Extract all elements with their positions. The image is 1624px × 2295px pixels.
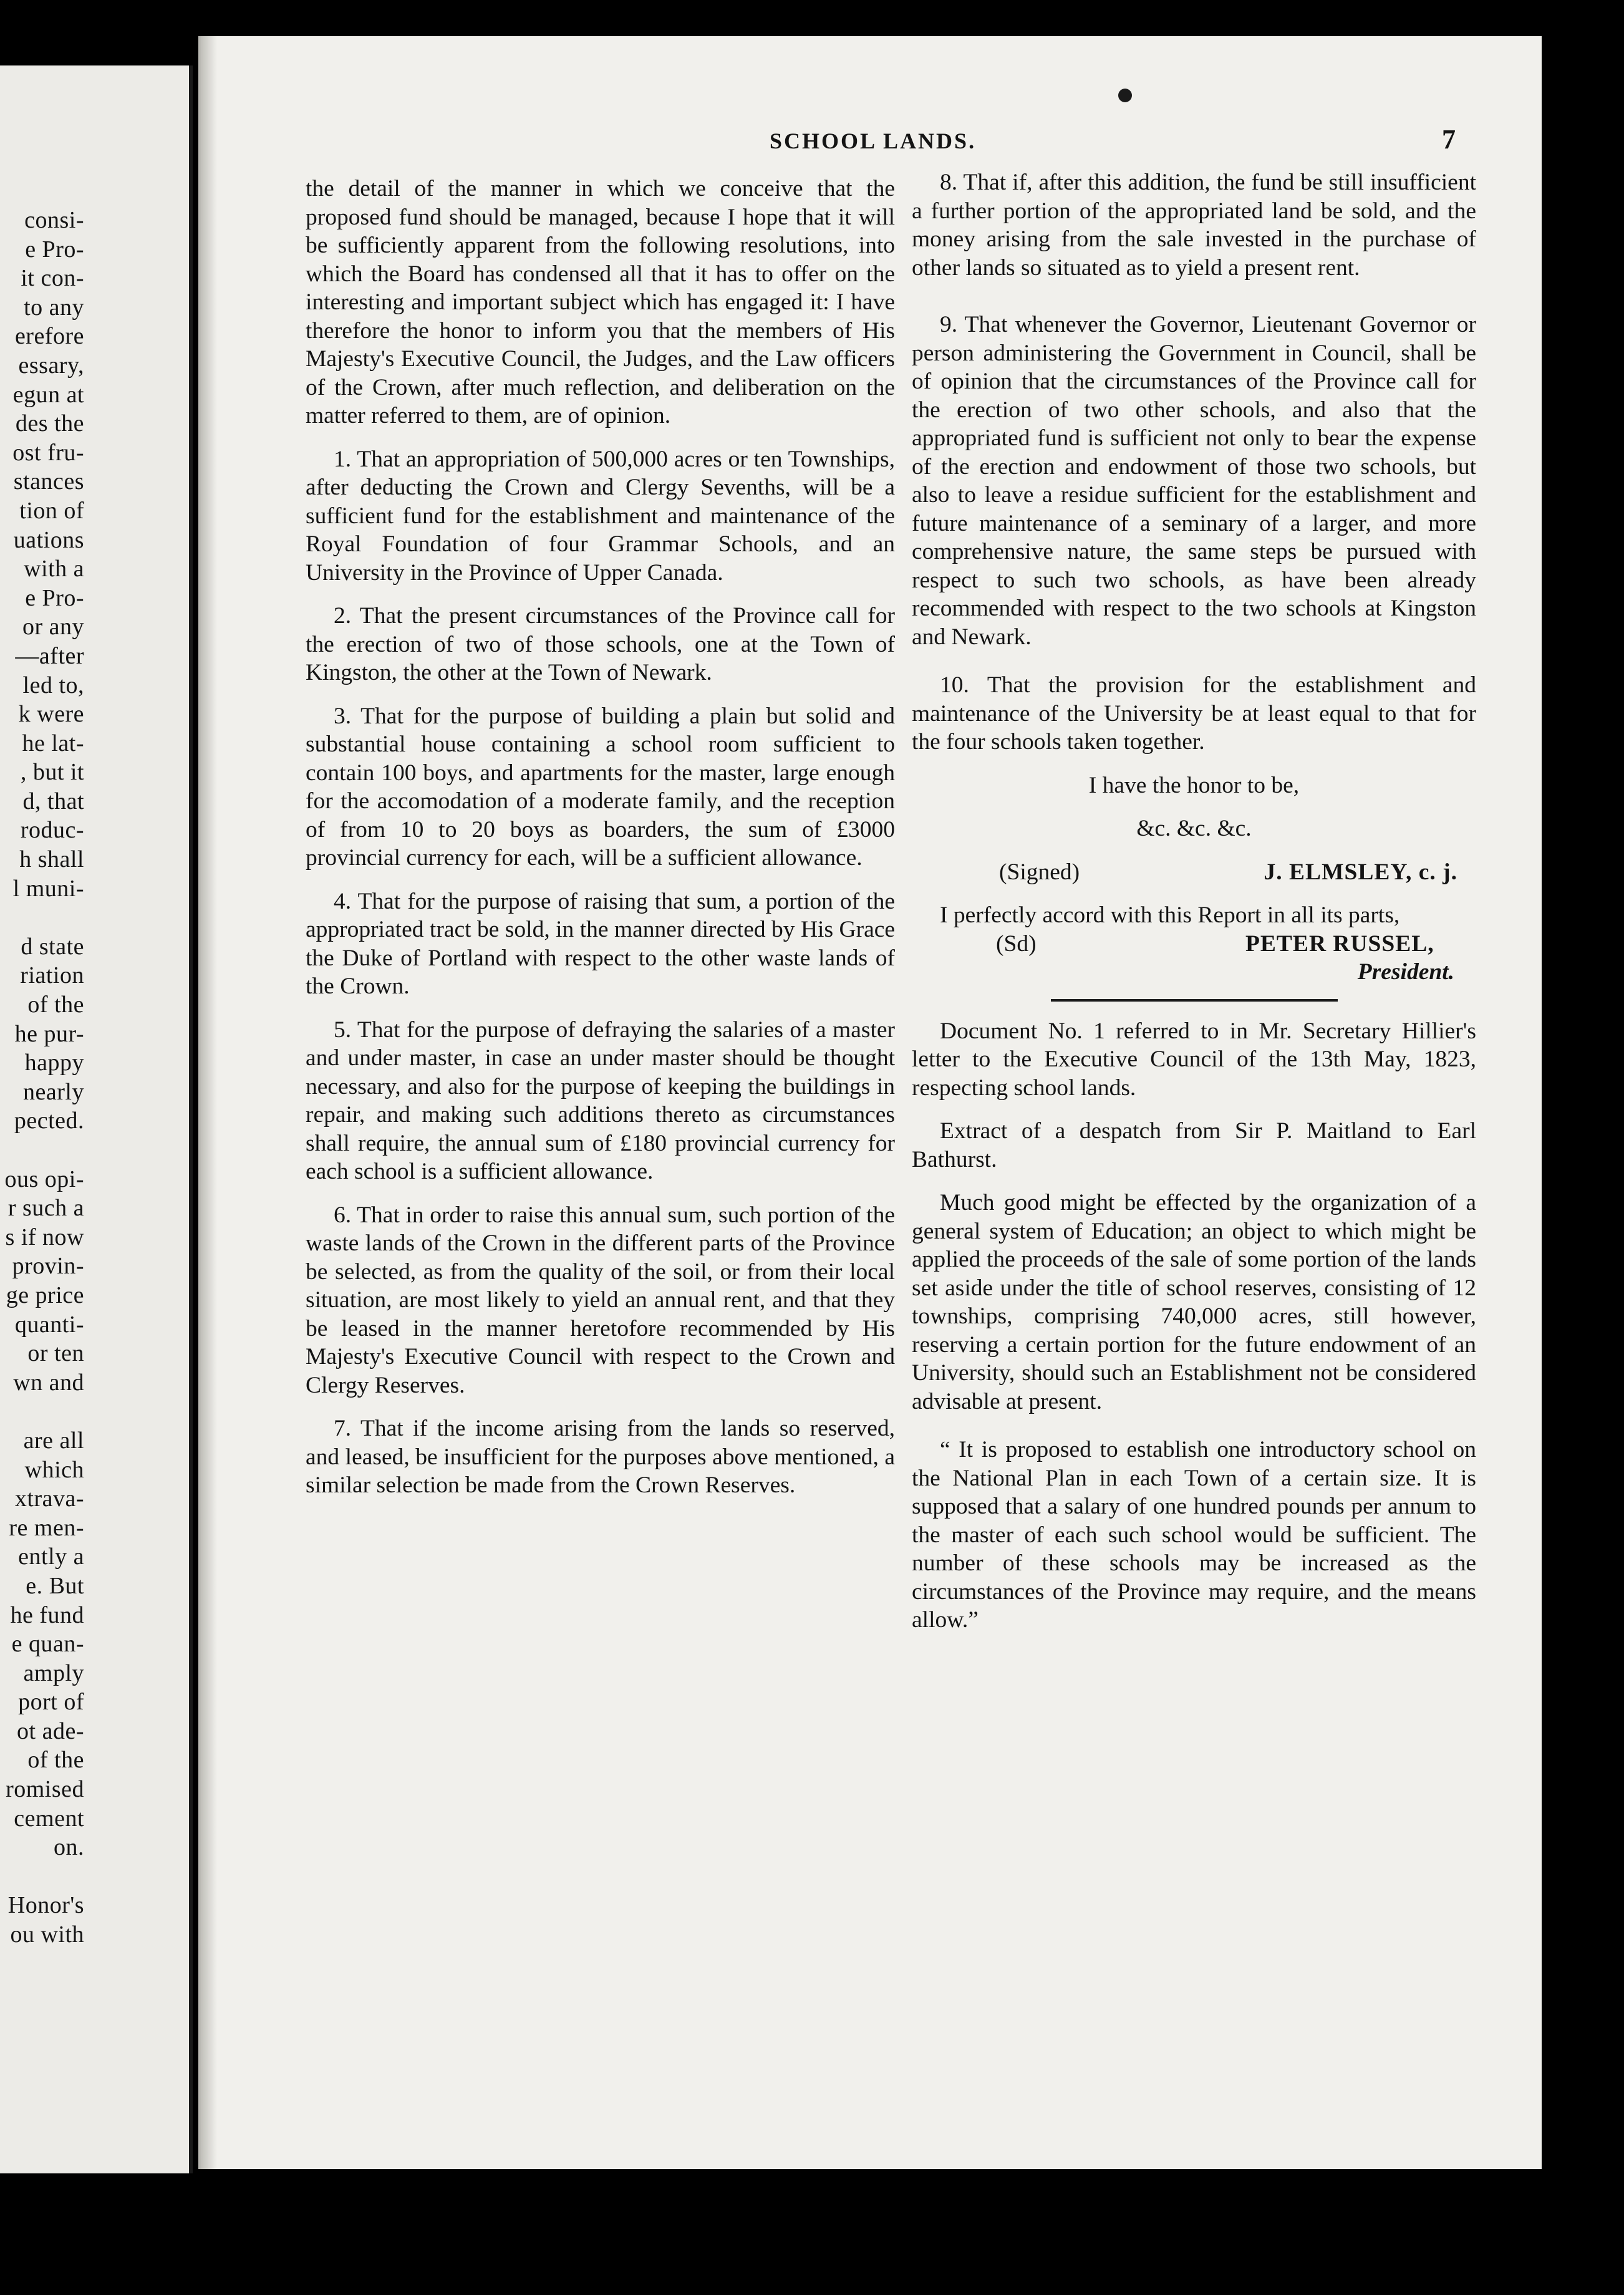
facing-page-fragment-line: egun at bbox=[12, 381, 84, 408]
resolution-9: 9. That whenever the Governor, Lieutenant Governor or person administering the Government in Council, shall be of opinion that the circumstances of the Province call for the erection of two other schools, and also that the appropriated fund is sufficient not only to bear the expense of the erection and endowment of those two schools, but also to leave a residue sufficient for the establishment and future maintenance of a seminary of a larger, and more comprehensive nature, the same steps be pursued with respect to such two schools, as have been already recommended with respect to the two schools at Kingston and Newark. bbox=[912, 312, 1476, 650]
facing-page-fragment-line: r such a bbox=[7, 1195, 84, 1222]
closing-line: I have the honor to be, bbox=[1088, 772, 1300, 798]
facing-page-fragment-line: riation bbox=[20, 962, 84, 989]
facing-page-fragment-line: ost fru- bbox=[12, 439, 84, 466]
facing-page-fragment-line: amply bbox=[23, 1660, 84, 1686]
facing-page-fragment-line: with a bbox=[24, 556, 84, 582]
facing-page-text bbox=[0, 206, 189, 1950]
facing-page-fragment bbox=[0, 65, 193, 2173]
facing-page-fragment-line: Honor's bbox=[7, 1892, 84, 1919]
facing-page-fragment-line: d, that bbox=[22, 788, 84, 814]
facing-page-fragment-line: or ten bbox=[27, 1340, 84, 1367]
facing-page-fragment-line: stances bbox=[13, 468, 84, 495]
signed-label: (Signed) bbox=[999, 859, 1080, 885]
page-number: 7 bbox=[1442, 124, 1456, 155]
facing-page-fragment-line: nearly bbox=[23, 1078, 84, 1105]
facing-page-fragment-line: to any bbox=[24, 294, 84, 321]
signer-name: J. ELMSLEY, c. j. bbox=[1264, 859, 1457, 885]
facing-page-fragment-line: , but it bbox=[20, 759, 84, 786]
facing-page-fragment-line: cement bbox=[14, 1805, 84, 1832]
left-column bbox=[306, 175, 895, 1500]
facing-page-fragment-line: led to, bbox=[22, 672, 84, 698]
facing-page-fragment-line: e Pro- bbox=[25, 584, 84, 611]
facing-page-fragment-line: it con- bbox=[21, 265, 84, 292]
facing-page-fragment-line: ous opi- bbox=[4, 1166, 84, 1192]
resolution-10: 10. That the provision for the establishment and maintenance of the University be at least equal to that for the four schools taken together. bbox=[912, 672, 1476, 755]
resolution-6: 6. That in order to raise this annual sum, such portion of the waste lands of the Crown in the different parts of the Province be selected, as from the quality of the soil, or from their local situation, are most likely to yield an annual rent, and that they be leased in the manner heretofore recommended by His Majesty's Executive Council with respect to the Crown and Clergy Reserves. bbox=[306, 1202, 895, 1398]
quoted-proposal: “ It is proposed to establish one introductory school on the National Plan in each Town of a certain size. It is supposed that a salary of one hundred pounds per annum to the master of each such school would be sufficient. The number of these schools may be increased as the circumstances of the Province may require, and the means allow.” bbox=[912, 1437, 1476, 1633]
facing-page-fragment-line bbox=[0, 1136, 189, 1165]
facing-page-fragment-line: of the bbox=[27, 1747, 84, 1774]
facing-page-fragment-line: s if now bbox=[5, 1224, 84, 1250]
facing-page-fragment-line: tion of bbox=[19, 497, 84, 524]
intro-paragraph: the detail of the manner in which we conceive that the proposed fund should be managed, because I hope that it will be sufficiently apparent from the following resolutions, into which the Board has condensed all that it has to offer on the interesting and important subject which has engaged it: I have therefore the honor to inform you that the members of His Majesty's Executive Council, the Judges, and the Law officers of the Crown, after much reflection, and deliberation on the matter referred to them, are of opinion. bbox=[306, 176, 895, 428]
president-name: PETER RUSSEL, bbox=[1245, 930, 1434, 957]
section-divider bbox=[1051, 999, 1338, 1002]
facing-page-fragment-line: —after bbox=[15, 642, 84, 669]
resolution-5: 5. That for the purpose of defraying the salaries of a master and under master, in case an under master should be thought necessary, and also for the purpose of keeping the buildings in repair, and making such additions thereto as circumstances shall require, the annual sum of £180 provincial currency for each school is a sufficient allowance. bbox=[306, 1017, 895, 1184]
running-header: SCHOOL LANDS. bbox=[770, 128, 977, 153]
facing-page-fragment-line: roduc- bbox=[20, 817, 84, 844]
facing-page-fragment-line: ge price bbox=[6, 1282, 84, 1308]
facing-page-fragment-line: uations bbox=[13, 526, 84, 553]
document-note: Document No. 1 referred to in Mr. Secretary Hillier's letter to the Executive Council of the 13th May, 1823, respecting school lands. bbox=[912, 1018, 1476, 1101]
facing-page-fragment-line: which bbox=[24, 1456, 84, 1483]
facing-page-fragment-line: ently a bbox=[18, 1544, 84, 1570]
sd-label: (Sd) bbox=[996, 930, 1037, 957]
resolution-3: 3. That for the purpose of building a plain but solid and substantial house containing a school room sufficient to contain 100 boys, and apartments for the master, large enough for the accomodation of a moderate family, and the reception of from 10 to 20 boys as boarders, the sum of £3000 provincial currency for each, will be a sufficient allowance. bbox=[306, 703, 895, 871]
facing-page-fragment-line: wn and bbox=[13, 1369, 84, 1396]
much-good-paragraph: Much good might be effected by the organization of a general system of Education; an object to which might be applied the proceeds of the sale of some portion of the lands set aside under the title of school reserves, consisting of 12 townships, comprising 740,000 acres, still however, reserving a certain portion for the future endowment of an University, should such an Establishment not be considered advisable at present. bbox=[912, 1190, 1476, 1414]
facing-page-fragment-line: e. But bbox=[26, 1572, 84, 1599]
right-column bbox=[912, 168, 1476, 1635]
facing-page-fragment-line: re men- bbox=[9, 1514, 84, 1541]
signature-row bbox=[912, 858, 1476, 887]
facing-page-fragment-line: e Pro- bbox=[25, 236, 84, 263]
president-title: President. bbox=[1357, 959, 1454, 985]
resolution-7: 7. That if the income arising from the lands so reserved, and leased, be insufficient for the purposes above mentioned, a similar selection be made from the Crown Reserves. bbox=[306, 1416, 895, 1498]
facing-page-fragment-line: xtrava- bbox=[14, 1486, 84, 1512]
facing-page-fragment-line: quanti- bbox=[14, 1311, 84, 1338]
facing-page-fragment-line: of the bbox=[27, 992, 84, 1018]
president-signature-row bbox=[912, 930, 1476, 959]
facing-page-fragment-line bbox=[0, 1397, 189, 1426]
etc-line: &c. &c. &c. bbox=[1136, 816, 1252, 841]
facing-page-fragment-line: ou with bbox=[10, 1921, 84, 1948]
facing-page-fragment-line: d state bbox=[21, 933, 84, 960]
facing-page-fragment-line: des the bbox=[15, 410, 84, 437]
facing-page-fragment-line: romised bbox=[6, 1776, 84, 1803]
accord-line: I perfectly accord with this Report in all its parts, bbox=[940, 902, 1400, 928]
gutter-shadow bbox=[198, 36, 217, 2169]
resolution-8: 8. That if, after this addition, the fund be still insufficient a further portion of the appropriated land be sold, and the money arising from the sale invested in the purchase of other lands so situated as to yield a present rent. bbox=[912, 170, 1476, 281]
facing-page-fragment-line: essary, bbox=[18, 352, 84, 379]
facing-page-fragment-line: e quan- bbox=[11, 1631, 84, 1658]
facing-page-fragment-line: are all bbox=[23, 1427, 84, 1454]
facing-page-fragment-line: h shall bbox=[19, 846, 84, 873]
facing-page-fragment-line: consi- bbox=[24, 207, 84, 233]
facing-page-fragment-line: on. bbox=[54, 1834, 84, 1861]
facing-page-fragment-line bbox=[0, 903, 189, 932]
resolution-4: 4. That for the purpose of raising that sum, a portion of the appropriated tract be sold, in the manner directed by His Grace the Duke of Portland with respect to the other waste lands of the Crown. bbox=[306, 888, 895, 999]
facing-page-fragment-line: erefore bbox=[14, 323, 84, 350]
resolution-2: 2. That the present circumstances of the Province call for the erection of two of those schools, one at the Town of Kingston, the other at the Town of Newark. bbox=[306, 603, 895, 685]
facing-page-fragment-line: he lat- bbox=[22, 730, 84, 756]
facing-page-fragment-line: he pur- bbox=[14, 1020, 84, 1047]
facing-page-fragment-line: provin- bbox=[12, 1253, 84, 1280]
facing-page-fragment-line: ot ade- bbox=[17, 1718, 84, 1744]
facing-page-fragment-line: or any bbox=[22, 614, 84, 640]
extract-heading: Extract of a despatch from Sir P. Maitland to Earl Bathurst. bbox=[912, 1118, 1476, 1172]
facing-page-fragment-line bbox=[0, 1862, 189, 1892]
facing-page-fragment-line: happy bbox=[24, 1050, 84, 1076]
facing-page-fragment-line: k were bbox=[18, 701, 84, 728]
resolution-1: 1. That an appropriation of 500,000 acres or ten Townships, after deducting the Crown and Clergy Sevenths, will be a sufficient fund for the establishment and maintenance of the Royal Foundation of four Grammar Schools, and an University in the Province of Upper Canada. bbox=[306, 446, 895, 586]
ink-blot bbox=[1118, 89, 1132, 102]
facing-page-fragment-line: port of bbox=[18, 1689, 84, 1716]
facing-page-fragment-line: he fund bbox=[10, 1602, 84, 1628]
facing-page-fragment-line: l muni- bbox=[12, 875, 84, 902]
facing-page-fragment-line: pected. bbox=[14, 1108, 84, 1134]
